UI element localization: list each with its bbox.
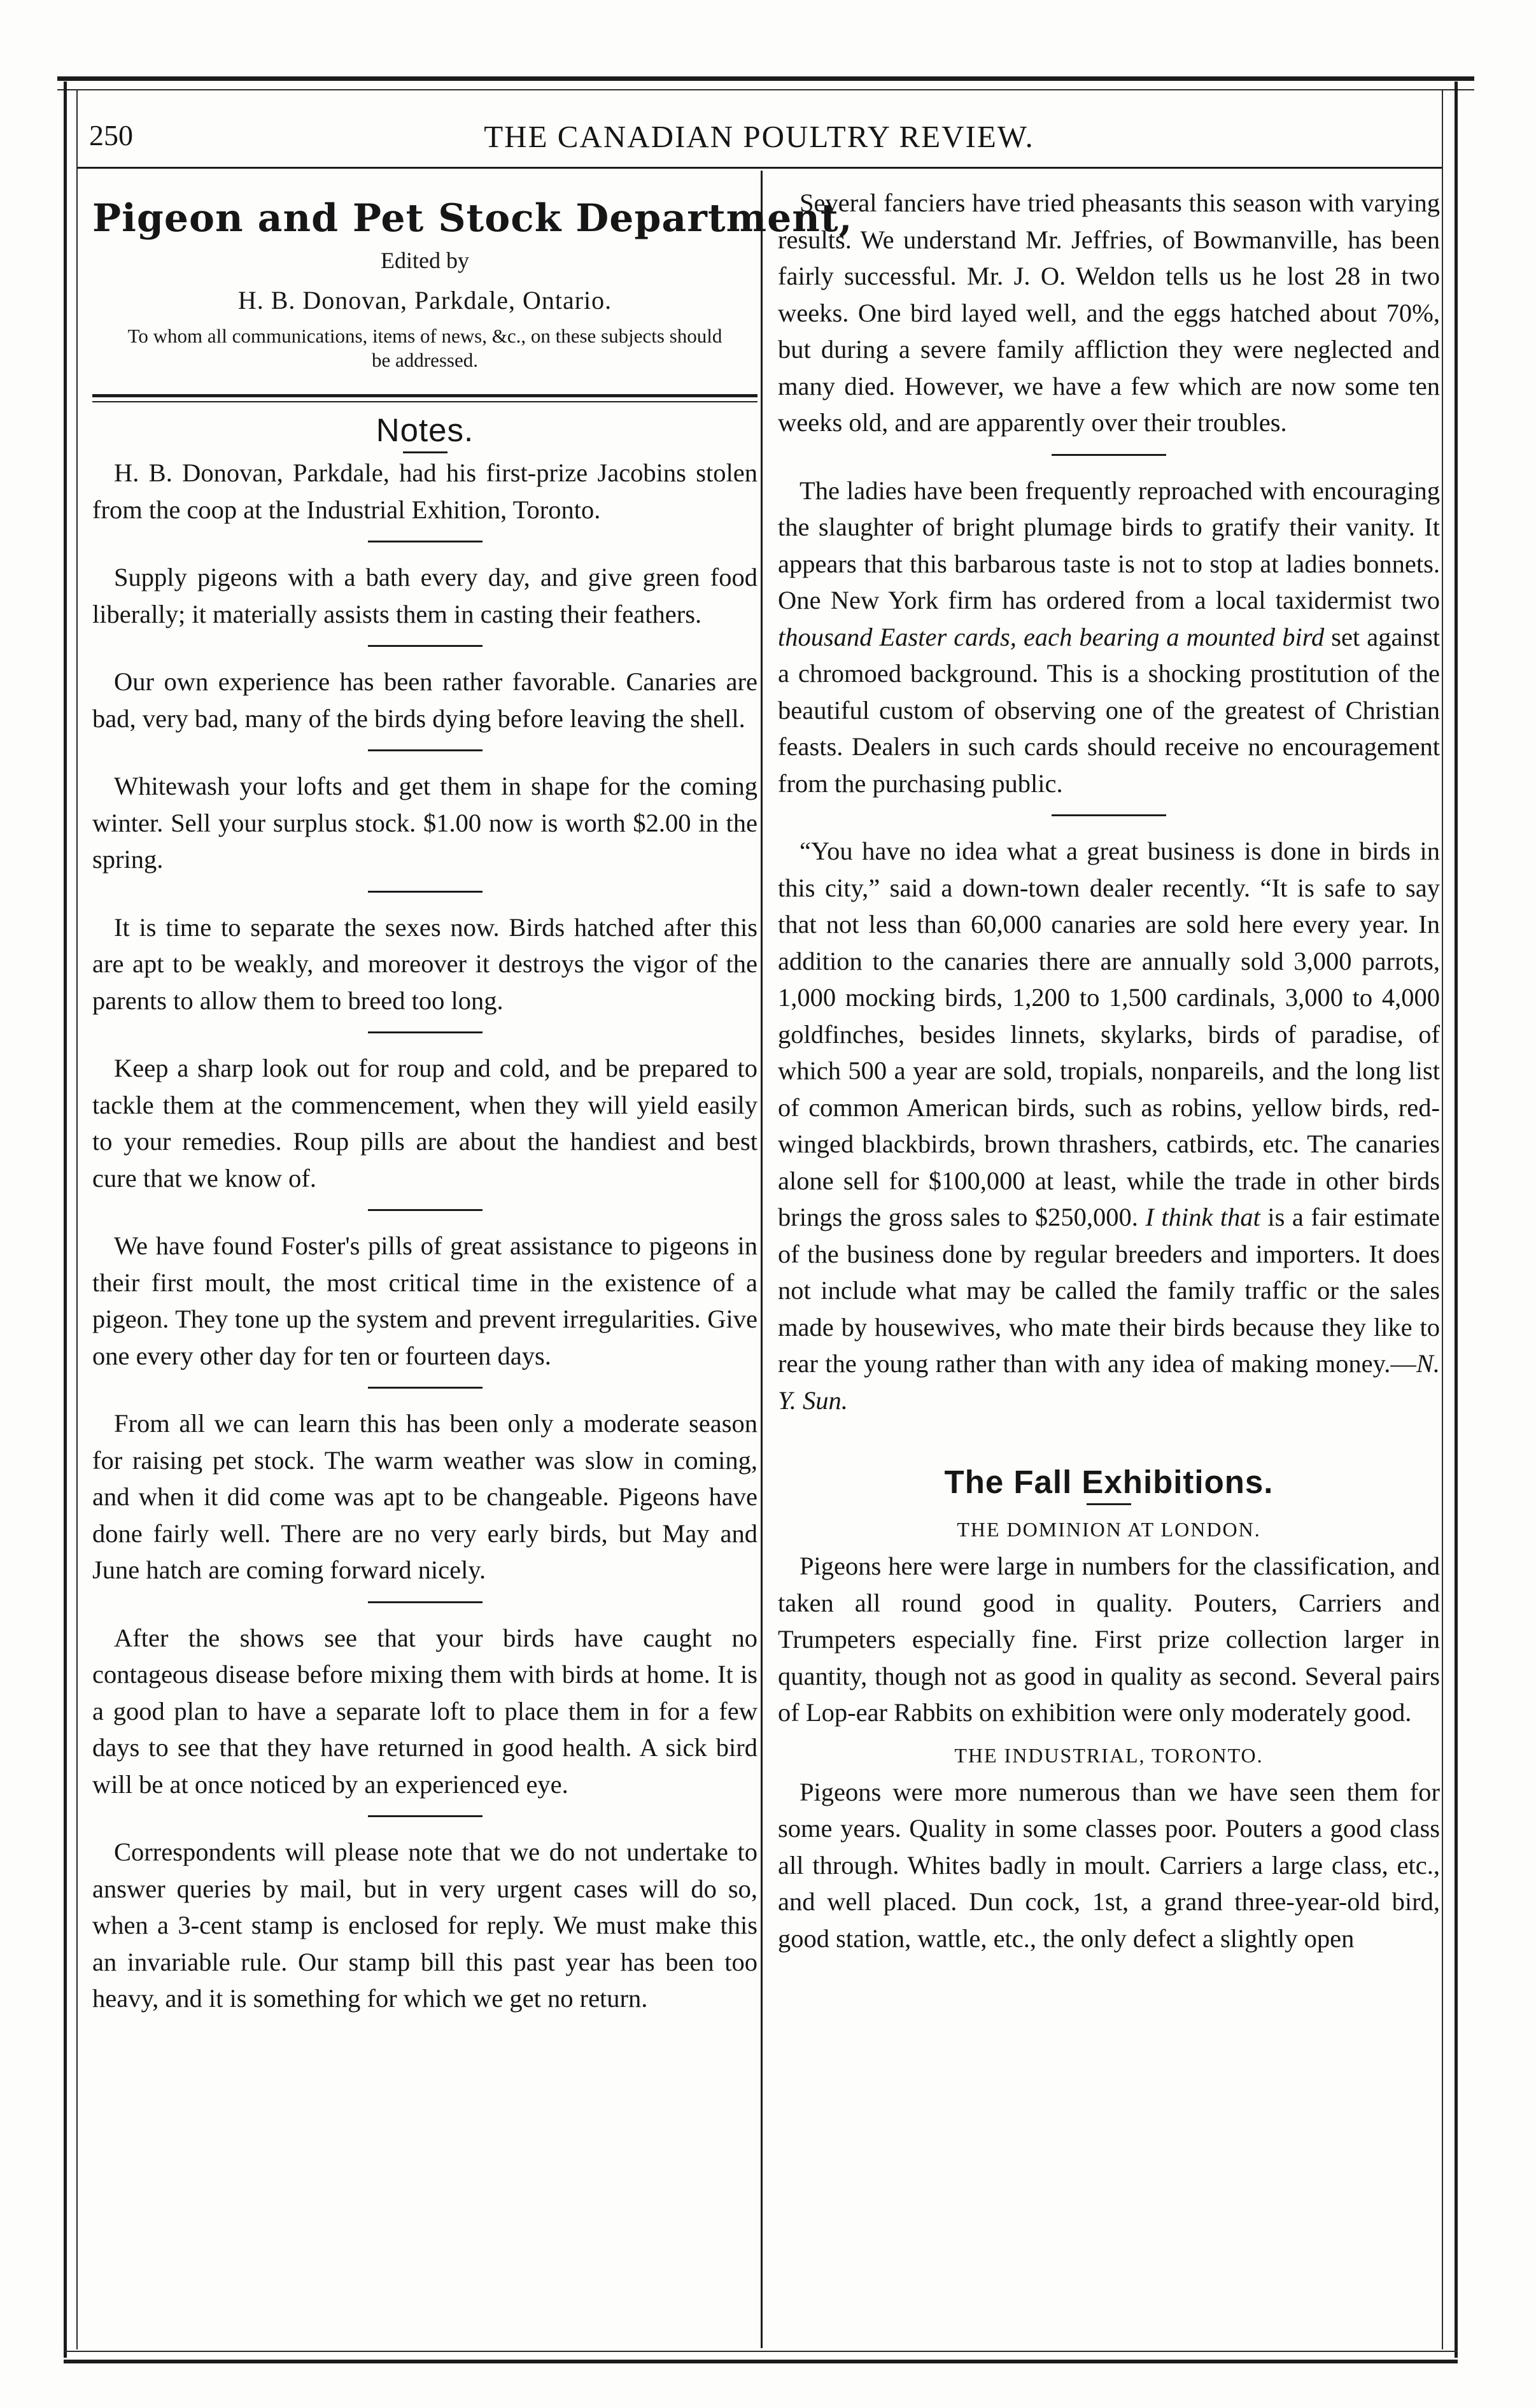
right-column: [778, 185, 1440, 1957]
separator-rule: [1052, 454, 1166, 456]
separator-rule: [368, 645, 483, 647]
separator-rule: [368, 1387, 483, 1389]
edited-by-label: Edited by: [381, 248, 469, 273]
frame-right-inner-rule: [1442, 89, 1443, 2349]
frame-bottom-rule: [64, 2360, 1458, 2363]
ladies-paragraph: [778, 472, 1440, 802]
note-paragraph: From all we can learn this has been only a moderate season for raising pet stock. The warm weather was slow in coming, and when it did come was apt to be changeable. Pigeons have done fairly well. There are no very early birds, but May and June hatch are coming forward nicely.: [92, 1409, 757, 1584]
heading-rule: [1087, 1503, 1131, 1505]
left-column: [92, 185, 853, 2017]
separator-rule: [368, 1815, 483, 1817]
business-source: N. Y. Sun.: [778, 1349, 1440, 1415]
ladies-text-a: The ladies have been frequently reproached with encouraging the slaughter of bright plumage birds to gratify their vanity. It appears that this barbarous taste is not to stop at ladies bonnets. One New York firm has ordered from a local taxidermist two: [778, 476, 1440, 614]
note-paragraph: Supply pigeons with a bath every day, and give green food liberally; it materially assists them in casting their feathers.: [92, 563, 757, 628]
note-paragraph: After the shows see that your birds have caught no contageous disease before mixing them with birds at home. It is a good plan to have a separate loft to place them in for a few days to see that they have returned in good health. A sick bird will be at once noticed by an experienced eye.: [92, 1623, 757, 1799]
note-paragraph: We have found Foster's pills of great assistance to pigeons in their first moult, the most critical time in the existence of a pigeon. They tone up the system and prevent irregularities. Give one every other day for ten or fourteen days.: [92, 1231, 757, 1370]
column-divider: [761, 171, 763, 2348]
business-text-b: is a fair estimate of the business done by regular breeders and importers. It does not include what may be called the family traffic or the sales made by housewives, who mate their birds because they like to rear the young rather than with any idea of making money.—: [778, 1203, 1440, 1378]
frame-left-inner-rule: [76, 89, 78, 2349]
separator-rule: [368, 749, 483, 751]
note-paragraph: Correspondents will please note that we do not undertake to answer queries by mail, but in very urgent cases will do so, when a 3-cent stamp is enclosed for reply. We must make this an invariable rule. Our stamp bill this past year has been too heavy, and it is something for which we get no return.: [92, 1838, 757, 2013]
bird-business-paragraph: [778, 833, 1440, 1419]
frame-top-inner-rule: [57, 89, 1474, 90]
separator-rule: [368, 541, 483, 542]
separator-rule: [1052, 814, 1166, 816]
ladies-text-b: set against a chromoed background. This is a shocking prostitution of the beautiful custom of observing one of the greatest of Christian feasts. Dealers in such cards should receive no encouragement from the purchasing public.: [778, 622, 1440, 798]
business-text-italic: I think that: [1145, 1203, 1260, 1231]
industrial-subheading: THE INDUSTRIAL, TORONTO.: [954, 1743, 1264, 1767]
dominion-subheading: THE DOMINION AT LONDON.: [957, 1518, 1261, 1541]
frame-right-rule: [1455, 81, 1458, 2358]
note-paragraph: Keep a sharp look out for roup and cold, and be prepared to tackle them at the commencement, when they will yield easily to your remedies. Roup pills are about the handiest and best cure that we know of.: [92, 1054, 757, 1193]
frame-left-rule: [64, 81, 67, 2358]
running-head: THE CANADIAN POULTRY REVIEW.: [484, 119, 1034, 154]
pheasants-paragraph: Several fanciers have tried pheasants this season with varying results. We understand Mr. Jeffries, of Bowmanville, has been fairly successful. Mr. J. O. Weldon tells us he lost 28 in two weeks. One bird layed well, and the eggs hatched about 70%, but during a severe family affliction they were neglected and many died. However, we have a few which are now some ten weeks old, and are apparently over their troubles.: [778, 188, 1440, 437]
note-paragraph: Our own experience has been rather favorable. Canaries are bad, very bad, many of the birds dying before leaving the shell.: [92, 667, 757, 733]
separator-rule: [368, 891, 483, 893]
note-paragraph: It is time to separate the sexes now. Birds hatched after this are apt to be weakly, and moreover it destroys the vigor of the parents to allow them to breed too long.: [92, 912, 757, 1015]
note-paragraph: Whitewash your lofts and get them in shape for the coming winter. Sell your surplus stock. $1.00 now is worth $2.00 in the spring.: [92, 772, 757, 874]
fall-exhibitions-heading: The Fall Exhibitions.: [944, 1464, 1274, 1500]
ladies-text-italic: thousand Easter cards, each bearing a mounted bird: [778, 622, 1325, 651]
separator-rule: [368, 1601, 483, 1603]
address-note: To whom all communications, items of news, &c., on these subjects should be addressed.: [127, 325, 722, 371]
business-text-a: “You have no idea what a great business is done in birds in this city,” said a down-town dealer recently. “It is safe to say that not less than 60,000 canaries are sold here every year. In addition to the canaries there are annually sold 3,000 parrots, 1,000 mocking birds, 1,200 to 1,500 cardinals, 3,000 to 4,000 goldfinches, besides linnets, skylarks, birds of paradise, of which 500 a year are sold, tropials, nonpareils, and the long list of common American birds, such as robins, yellow birds, red-winged blackbirds, brown thrashers, catbirds, etc. The canaries alone sell for $100,000 at least, while the trade in other birds brings the gross sales to $250,000.: [778, 837, 1440, 1231]
page-number: 250: [89, 119, 133, 152]
frame-top-rule: [57, 76, 1474, 81]
header-rule: [78, 167, 1442, 169]
editor-name: H. B. Donovan, Parkdale, Ontario.: [237, 286, 612, 315]
frame-bottom-inner-rule: [64, 2351, 1458, 2352]
note-paragraph: H. B. Donovan, Parkdale, had his first-prize Jacobins stolen from the coop at the Industrial Exhition, Toronto.: [92, 458, 757, 524]
industrial-paragraph: Pigeons were more numerous than we have seen them for some years. Quality in some classes poor. Pouters a good class all through. Whites badly in moult. Carriers a large class, etc., and well placed. Dun cock, 1st, a grand three-year-old bird, good station, wattle, etc., the only defect a slightly open: [778, 1777, 1440, 1953]
section-double-rule: [92, 394, 757, 402]
dominion-paragraph: Pigeons here were large in numbers for the classification, and taken all round good in quality. Pouters, Carriers and Trumpeters especially fine. First prize collection larger in quantity, though not as good in quality as second. Several pairs of Lop-ear Rabbits on exhibition were only moderately good.: [778, 1552, 1440, 1727]
separator-rule: [368, 1031, 483, 1033]
heading-rule: [403, 451, 447, 453]
separator-rule: [368, 1209, 483, 1211]
department-title: Pigeon and Pet Stock Department,: [92, 196, 853, 241]
notes-heading: Notes.: [376, 412, 474, 448]
